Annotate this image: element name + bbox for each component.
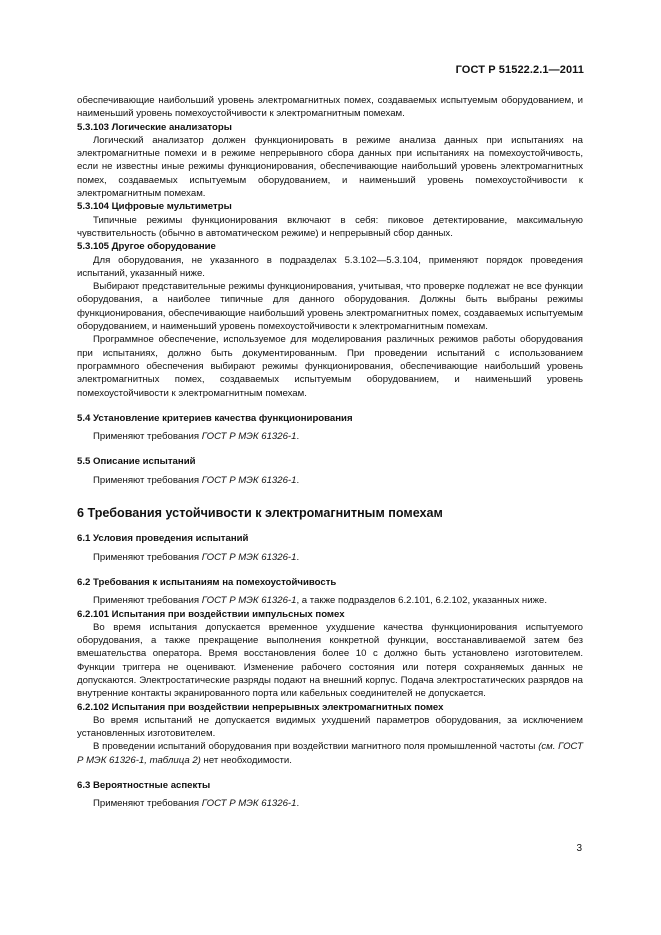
paragraph-6-2-102-b	[77, 740, 583, 767]
paragraph-5-3-103: Логический анализатор должен функционировать в режиме анализа данных при испытаниях на электромагнитные помехи и в режиме непрерывного сбора данных при испытаниях на помехоустойчивость, если не известны иные режимы функционирования, обеспечивающие наибольший уровень электромагнитных помех, создаваемых испытуемым оборудованием, и наименьший уровень помехоустойчивости к электромагнитным помехам.	[77, 134, 583, 200]
paragraph-5-3-105-c: Программное обеспечение, используемое для моделирования различных режимов работы оборудования при испытаниях, должно быть документированным. При проведении испытаний с использованием программного обеспечения выбирают режимы функционирования, обеспечивающие наибольший уровень электромагнитных помех, создаваемых испытуемым оборудованием, и наименьший уровень помехоустойчивости к электромагнитным помехам.	[77, 334, 583, 399]
text: Применяют требования	[93, 798, 202, 810]
paragraph-6-2-102-a: Во время испытаний не допускается видимых ухудшений параметров оборудования, за исключением установленных изготовителем.	[77, 714, 583, 740]
text-end: , а также подразделов 6.2.101, 6.2.102, указанных ниже.	[296, 595, 547, 607]
paragraph-6-2-101: Во время испытания допускается временное ухудшение качества функционирования испытуемого оборудования, а также прекращение выполнения конкретной функции, восстанавливаемой затем без вмешательства оператора. Время восстановления более 10 с должно быть установлено изготовителем. Функции триггера не оценивают. Изменение рабочего состояния или потеря сохраняемых данных не допускаются. Электростатические разряды подают на внешний корпус. Подача электростатических разрядов на внутренние контакты экранированного порта или кабельных соединителей не допускается.	[77, 621, 583, 700]
standard-reference: ГОСТ Р МЭК 61326-1	[201, 474, 297, 486]
paragraph-5-4	[77, 430, 583, 443]
heading-5-5: 5.5 Описание испытаний	[77, 456, 196, 468]
heading-section-6: 6 Требования устойчивости к электромагнитным помехам	[77, 506, 443, 521]
standard-reference: ГОСТ Р МЭК 61326-1	[201, 551, 297, 563]
text: Применяют требования	[93, 551, 202, 563]
document-header: ГОСТ Р 51522.2.1—2011	[455, 64, 584, 76]
document-body	[77, 94, 583, 811]
text: Применяют требования	[93, 474, 202, 486]
paragraph-5-3-105-b: Выбирают представительные режимы функционирования, учитывая, что проверке подлежат не все функции оборудования, а наиболее типичные для данного оборудования. Должны быть выбраны режимы функционирования, обеспечивающие наибольший уровень электромагнитных помех, создаваемых испытуемым оборудованием, и наименьший уровень помехоустойчивости к электромагнитным помехам.	[77, 281, 583, 333]
text-end: .	[296, 551, 300, 563]
heading-6-2-101: 6.2.101 Испытания при воздействии импульсных помех	[77, 608, 345, 620]
standard-reference: ГОСТ Р МЭК 61326-1	[201, 595, 297, 607]
paragraph-5-5	[77, 474, 583, 487]
text-end: .	[296, 474, 300, 486]
heading-5-3-104: 5.3.104 Цифровые мультиметры	[77, 201, 232, 213]
heading-6-1: 6.1 Условия проведения испытаний	[77, 533, 249, 545]
heading-5-4: 5.4 Установление критериев качества функционирования	[77, 412, 353, 424]
heading-5-3-105: 5.3.105 Другое оборудование	[77, 241, 216, 253]
text: Применяют требования	[93, 595, 202, 607]
heading-5-3-103: 5.3.103 Логические анализаторы	[77, 121, 232, 133]
standard-reference: (см. ГОСТ Р МЭК 61326-1, таблица 2)	[77, 741, 583, 766]
paragraph-5-3-105-a: Для оборудования, не указанного в подразделах 5.3.102—5.3.104, применяют порядок проведения испытаний, указанный ниже.	[77, 254, 583, 279]
text-end: .	[296, 798, 300, 810]
heading-6-3: 6.3 Вероятностные аспекты	[77, 780, 211, 792]
paragraph-6-2	[77, 594, 583, 607]
text: Применяют требования	[93, 431, 202, 443]
heading-6-2: 6.2 Требования к испытаниям на помехоустойчивость	[77, 576, 337, 588]
text: В проведении испытаний оборудования при воздействии магнитного поля промышленной частоты	[93, 741, 539, 753]
text-end: нет необходимости.	[200, 754, 292, 766]
text-end: .	[296, 431, 300, 443]
standard-reference: ГОСТ Р МЭК 61326-1	[201, 431, 297, 443]
standard-reference: ГОСТ Р МЭК 61326-1	[201, 798, 297, 810]
paragraph-6-1	[77, 551, 583, 564]
paragraph-6-3	[77, 797, 583, 810]
intro-paragraph: обеспечивающие наибольший уровень электромагнитных помех, создаваемых испытуемым оборудованием, и наименьший уровень помехоустойчивости к электромагнитным помехам.	[77, 95, 583, 120]
heading-6-2-102: 6.2.102 Испытания при воздействии непрерывных электромагнитных помех	[77, 701, 444, 713]
page-number: 3	[576, 843, 582, 854]
paragraph-5-3-104: Типичные режимы функционирования включают в себя: пиковое детектирование, максимальную чувствительность (обычно в автоматическом режиме) и непрерывный сбор данных.	[77, 214, 583, 239]
